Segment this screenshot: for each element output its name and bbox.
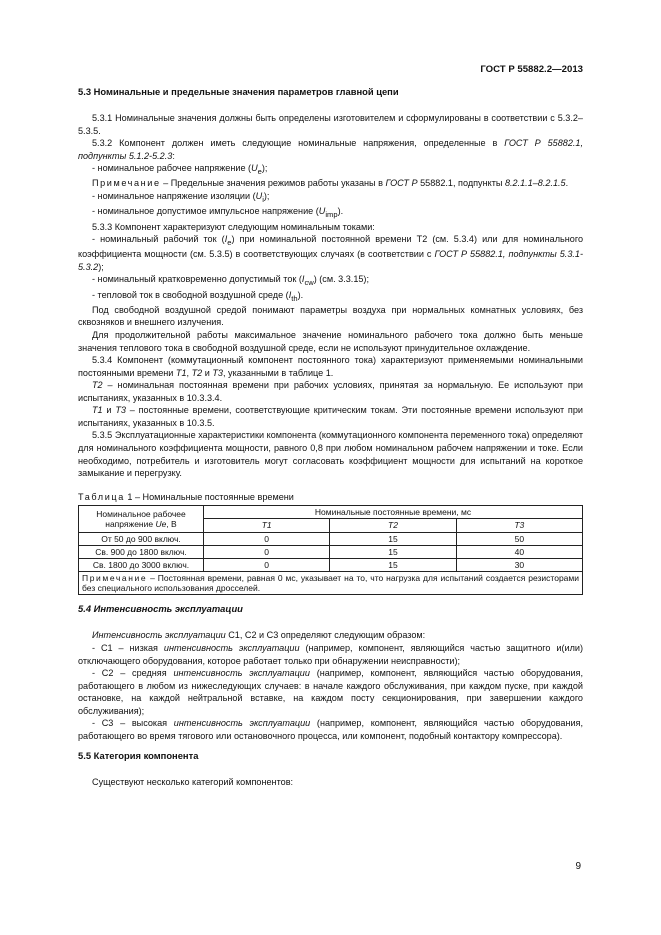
page-number: 9 bbox=[575, 861, 581, 872]
list-item-c2: - С2 – средняя интенсивность эксплуатации (например, компонент, являющийся частью оборудования, работающего в любом из нижеследующих случаев: в начале каждого обслуживания, при каждом пуске, при каждой остановке, на каждой нейтральной вставке, на каждом посту секционирования, при завершении каждого обслуживания); bbox=[78, 668, 583, 716]
table-subheader-t1: Т1 bbox=[204, 519, 330, 532]
paragraph-free-air: Под свободной воздушной средой понимают параметры воздуха при нормальных комнатных условиях, без сквозняков и внешнего излучения. bbox=[78, 304, 583, 328]
table-subheader-t3: Т3 bbox=[456, 519, 582, 532]
list-item-c1: - С1 – низкая интенсивность эксплуатации (например, компонент, являющийся частью защитного и(или) отключающего оборудования, которое работает только при обнаружении неисправности); bbox=[78, 642, 584, 666]
table-cell-t3: 30 bbox=[456, 558, 582, 571]
section-5-4-heading: 5.4 Интенсивность эксплуатации bbox=[78, 603, 243, 615]
list-item-ith: - тепловой ток в свободной воздушной среде $(I_{th})$. bbox=[92, 289, 304, 303]
list-item-c3: - С3 – высокая интенсивность эксплуатации (например, компонент, являющийся частью оборудования, работающего во время тягового или остановочного процесса, или компонент, подобный контактору компрессора). bbox=[78, 718, 583, 741]
table-row bbox=[79, 532, 583, 545]
table-row bbox=[79, 558, 583, 571]
list-item-ui: - номинальное напряжение изоляции $(U_i)$; bbox=[92, 190, 270, 204]
section-5-3-heading: 5.3 Номинальные и предельные значения параметров главной цепи bbox=[78, 86, 399, 97]
table-cell-range: От 50 до 900 включ. bbox=[79, 532, 204, 545]
paragraph-5-3-3: 5.3.3 Компонент характеризуют следующим номинальным токами: bbox=[92, 221, 375, 232]
table-cell-t1: 0 bbox=[204, 532, 330, 545]
table-cell-t2: 15 bbox=[330, 545, 456, 558]
table-row bbox=[79, 545, 583, 558]
table-cell-t2: 15 bbox=[330, 532, 456, 545]
table-cell-t1: 0 bbox=[204, 558, 330, 571]
paragraph-long-work: Для продолжительной работы максимальное значение номинального рабочего тока должно быть меньше значения теплового тока в свободной воздушной среде, если не используют принудительное охлаждение. bbox=[78, 330, 583, 353]
list-item-ue: - номинальное рабочее напряжение $(U_e)$; bbox=[92, 163, 268, 176]
paragraph-5-3-5: 5.3.5 Эксплуатационные характеристики компонента (коммутационного компонента переменного тока) определяют для номинального коэффициента мощности, равного 0,8 при любом номинальном рабочем напряжении и токе. Если необходимо, потребитель и изготовитель могут согласовать коэффициент мощности для испытаний на короткое замыкание и перегрузку. bbox=[78, 430, 583, 479]
standard-number: ГОСТ Р 55882.2—2013 bbox=[480, 64, 583, 75]
paragraph-t2: Т2 – номинальная постоянная времени при рабочих условиях, принятая за нормальную. Ее используют при испытаниях, указанных в 10.3.3.4. bbox=[78, 380, 583, 403]
paragraph-t1-t3: Т1 и Т3 – постоянные времени, соответствующие критическим токам. Эти постоянные времени используют при испытаниях, указанных в 10.3.5. bbox=[78, 405, 583, 428]
list-item-uimp: - номинальное допустимое импульсное напряжение $(U_{imp})$. bbox=[92, 206, 344, 220]
table-header-time-constants: Номинальные постоянные времени, мс bbox=[204, 506, 583, 519]
table-cell-t1: 0 bbox=[204, 545, 330, 558]
paragraph-5-4-intro: Интенсивность эксплуатации С1, С2 и С3 определяют следующим образом: bbox=[92, 630, 426, 641]
paragraph-5-3-4: 5.3.4 Компонент (коммутационный компонент постоянного тока) характеризуют применяемыми номинальными постоянными времени Т1, Т2 и Т3, указанными в таблице 1. bbox=[78, 355, 583, 378]
table-cell-range: Св. 900 до 1800 включ. bbox=[79, 545, 204, 558]
section-5-5-heading: 5.5 Категория компонента bbox=[78, 750, 199, 762]
table-header-voltage: Номинальное рабочее напряжение Ue, В bbox=[79, 506, 204, 532]
table-1 bbox=[78, 505, 583, 595]
paragraph-5-5-intro: Существуют несколько категорий компонентов: bbox=[92, 777, 294, 788]
note-1: Примечание – Предельные значения режимов работы указаны в ГОСТ Р 55882.1, подпункты 8.2.1.1–8.2.1.5. bbox=[92, 178, 569, 189]
list-item-ie: - номинальный рабочий ток $(I_e)$ при номинальной постоянной времени Т2 (см. 5.3.4) или для номинального коэффициента мощности (см. 5.3.5) в соответствующих случаях (в соответствии с ГОСТ Р 55882.1, подпункты 5.3.1-5.3.2); bbox=[78, 234, 584, 272]
table-cell-range: Св. 1800 до 3000 включ. bbox=[79, 558, 204, 571]
paragraph-5-3-2: 5.3.2 Компонент должен иметь следующие номинальные напряжения, определенные в ГОСТ Р 55882.1, подпункты 5.1.2-5.2.3: bbox=[78, 138, 583, 161]
table-cell-t3: 40 bbox=[456, 545, 582, 558]
table-note: Примечание – Постоянная времени, равная 0 мс, указывает на то, что нагрузка для испытаний создается резисторами без специального использования дросселей. bbox=[79, 572, 583, 595]
table-cell-t3: 50 bbox=[456, 532, 582, 545]
table-1-caption: Таблица 1 – Номинальные постоянные времени bbox=[78, 491, 294, 502]
list-item-icw: - номинальный кратковременно допустимый ток $(I_{cw})$ (см. 3.3.15); bbox=[92, 274, 369, 288]
paragraph-5-3-1: 5.3.1 Номинальные значения должны быть определены изготовителем и сформулированы в соответствии с 5.3.2–5.3.5. bbox=[78, 112, 583, 136]
table-cell-t2: 15 bbox=[330, 558, 456, 571]
page-content bbox=[78, 86, 583, 789]
table-subheader-t2: Т2 bbox=[330, 519, 456, 532]
